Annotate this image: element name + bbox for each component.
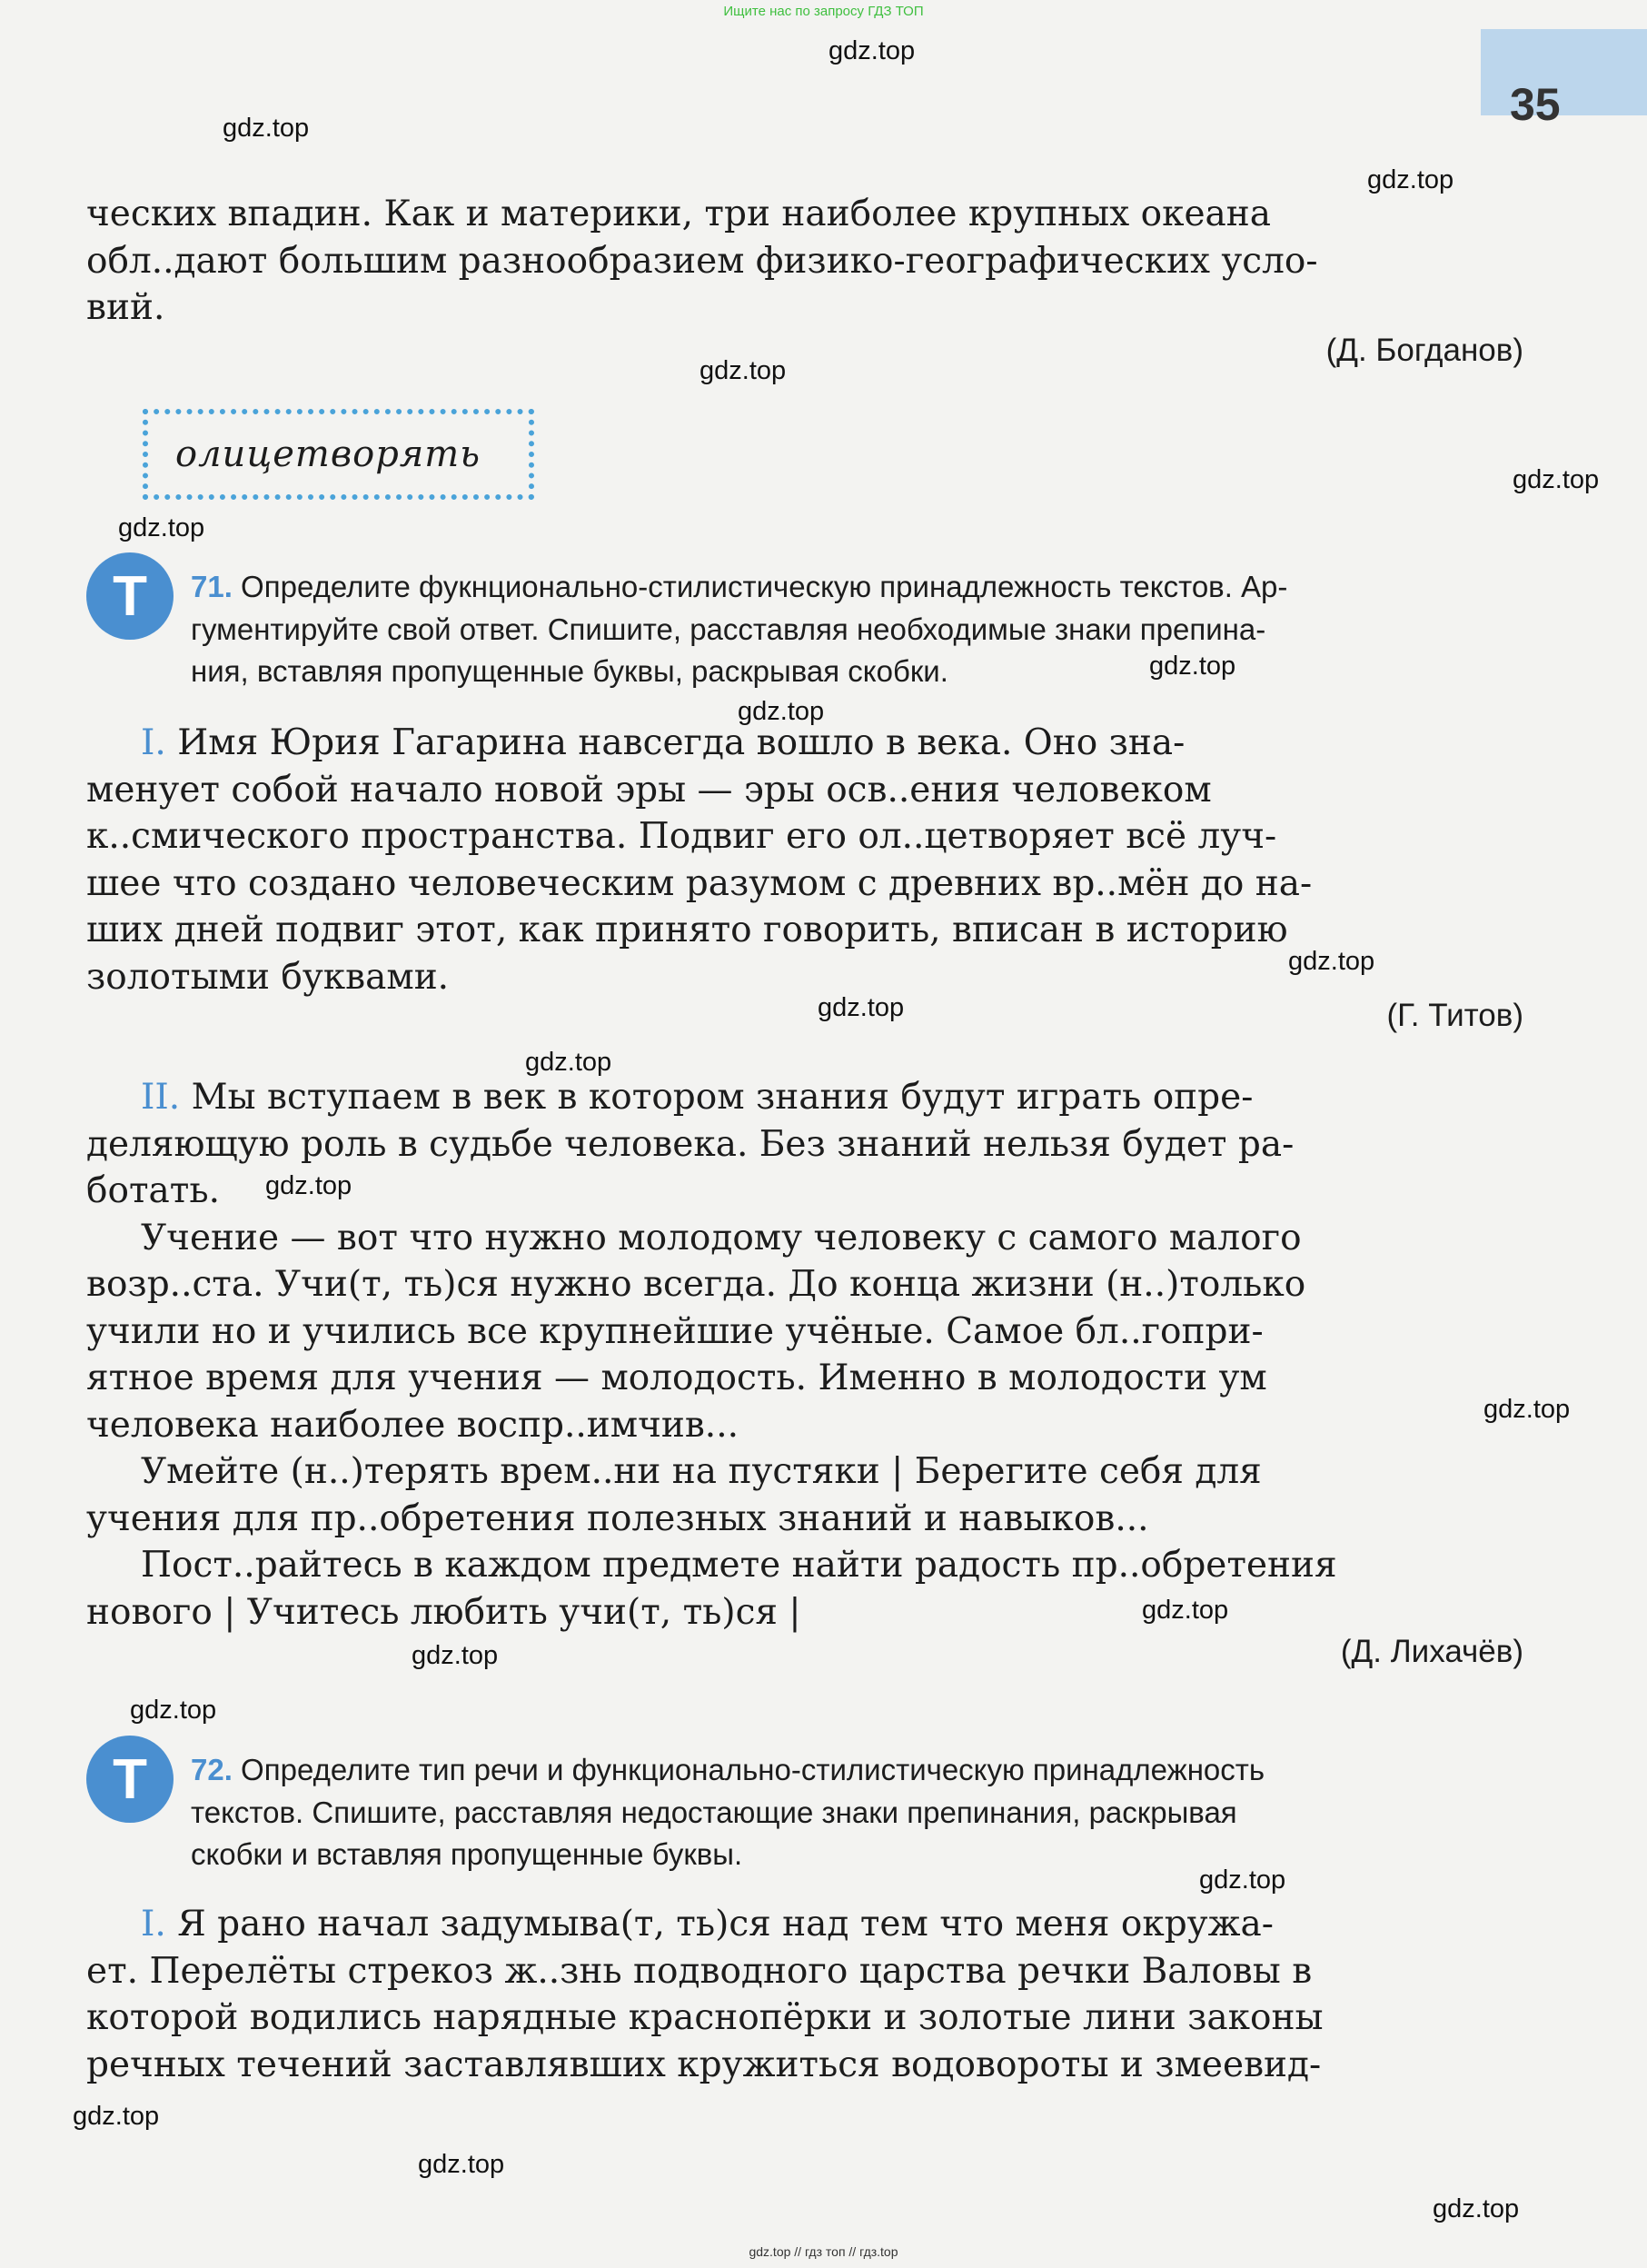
task-line: текстов. Спишите, расставляя недостающие знаки препинания, раскрывая bbox=[191, 1795, 1237, 1829]
watermark: gdz.top bbox=[699, 356, 787, 385]
watermark: gdz.top bbox=[412, 1641, 499, 1670]
text-line: которой водились нарядные краснопёрки и золотые лини законы bbox=[86, 1997, 1324, 2038]
text-line: менует собой начало новой эры — эры осв..ения человеком bbox=[86, 769, 1212, 811]
author-likhachev: (Д. Лихачёв) bbox=[1340, 1634, 1523, 1669]
text-line: деляющую роль в судьбе человека. Без знаний нельзя будет ра- bbox=[86, 1123, 1295, 1165]
task-72-instruction bbox=[191, 1749, 1524, 1876]
watermark: gdz.top bbox=[265, 1171, 352, 1200]
text-line: вий. bbox=[86, 287, 165, 328]
intro-text bbox=[86, 191, 1524, 332]
page-number: 35 bbox=[1510, 79, 1561, 130]
task-line: ния, вставляя пропущенные буквы, раскрывая скобки. bbox=[191, 654, 948, 688]
watermark: gdz.top bbox=[818, 993, 905, 1022]
text-line: речных течений заставлявших кружиться водовороты и змеевид- bbox=[86, 2044, 1322, 2085]
watermark: gdz.top bbox=[418, 2150, 505, 2179]
watermark: gdz.top bbox=[1433, 2194, 1520, 2223]
watermark: gdz.top bbox=[1367, 165, 1454, 194]
task-72-badge: Т bbox=[86, 1736, 174, 1823]
task-line: 71. Определите фукнционально-стилистическую принадлежность текстов. Ар- bbox=[191, 570, 1288, 603]
roman-numeral: I. bbox=[141, 1904, 166, 1945]
text-line: Пост..райтесь в каждом предмете найти радость пр..обретения bbox=[141, 1545, 1337, 1586]
text-line: учения для пр..обретения полезных знаний и навыков... bbox=[86, 1497, 1149, 1539]
watermark: gdz.top bbox=[1513, 465, 1600, 494]
text-line: ших дней подвиг этот, как принято говорить, вписан в историю bbox=[86, 910, 1288, 950]
task-line: гументируйте свой ответ. Спишите, расставляя необходимые знаки препина- bbox=[191, 612, 1266, 646]
top-banner: Ищите нас по запросу ГДЗ ТОП bbox=[723, 4, 924, 19]
watermark: gdz.top bbox=[73, 2102, 160, 2131]
author-titov: (Г. Титов) bbox=[1386, 998, 1523, 1033]
watermark: gdz.top bbox=[130, 1696, 217, 1725]
text-line: возр..ста. Учи(т, ть)ся нужно всегда. До конца жизни (н..)только bbox=[86, 1264, 1306, 1305]
text-line: Учение — вот что нужно молодому человеку с самого малого bbox=[141, 1217, 1302, 1258]
text-line: к..смического пространства. Подвиг его ол..цетворяет всё луч- bbox=[86, 816, 1277, 857]
task-72-number: 72. bbox=[191, 1753, 233, 1786]
watermark: gdz.top bbox=[828, 36, 916, 65]
text-line: золотыми буквами. bbox=[86, 956, 450, 998]
corner-tab bbox=[1481, 29, 1647, 115]
text-line: I. Имя Юрия Гагарина навсегда вошло в века. Оно зна- bbox=[141, 722, 1186, 763]
vocabulary-box bbox=[143, 409, 534, 500]
text-line: II. Мы вступаем в век в котором знания будут играть опре- bbox=[141, 1077, 1254, 1118]
roman-numeral: I. bbox=[141, 722, 166, 763]
text-line: ятное время для учения — молодость. Именно в молодости ум bbox=[86, 1358, 1267, 1398]
watermark: gdz.top bbox=[1199, 1865, 1286, 1895]
text-line: нового | Учитесь любить учи(т, ть)ся | bbox=[86, 1591, 801, 1633]
text-line: учили но и учились все крупнейшие учёные. Самое бл..гопри- bbox=[86, 1310, 1264, 1352]
text-line: шее что создано человеческим разумом с древних вр..мён до на- bbox=[86, 862, 1313, 904]
watermark: gdz.top bbox=[223, 114, 310, 143]
text-line: человека наиболее воспр..имчив... bbox=[86, 1404, 739, 1446]
text-1-gagarin bbox=[86, 720, 1524, 1000]
task-71-instruction bbox=[191, 566, 1524, 693]
watermark: gdz.top bbox=[1149, 652, 1236, 681]
task-71-number: 71. bbox=[191, 570, 233, 603]
text-line: Умейте (н..)терять врем..ни на пустяки | Берегите себя для bbox=[141, 1451, 1262, 1492]
text-line: I. Я рано начал задумыва(т, ть)ся над тем что меня окружа- bbox=[141, 1904, 1274, 1945]
roman-numeral: II. bbox=[141, 1077, 181, 1118]
text-line: обл..дают большим разнообразием физико-географических усло- bbox=[86, 240, 1318, 282]
text-line: ет. Перелёты стрекоз ж..знь подводного царства речки Валовы в bbox=[86, 1950, 1313, 1992]
bottom-banner: gdz.top // гдз топ // гдз.top bbox=[749, 2244, 898, 2259]
task-line: скобки и вставляя пропущенные буквы. bbox=[191, 1837, 743, 1871]
text-3-dragonflies bbox=[86, 1901, 1524, 2088]
watermark: gdz.top bbox=[1483, 1395, 1571, 1424]
text-2-likhachev bbox=[86, 1074, 1524, 1636]
watermark: gdz.top bbox=[1142, 1596, 1229, 1625]
task-line: 72. Определите тип речи и функционально-стилистическую принадлежность bbox=[191, 1753, 1265, 1786]
watermark: gdz.top bbox=[525, 1048, 612, 1077]
text-line: ческих впадин. Как и материки, три наиболее крупных океана bbox=[86, 194, 1272, 234]
watermark: gdz.top bbox=[1288, 947, 1375, 976]
task-71-badge: Т bbox=[86, 552, 174, 640]
vocabulary-word: олицетворять bbox=[175, 433, 481, 475]
author-bogdanov: (Д. Богданов) bbox=[1325, 333, 1523, 368]
text-line: ботать. bbox=[86, 1170, 220, 1211]
watermark: gdz.top bbox=[738, 697, 825, 726]
watermark: gdz.top bbox=[118, 513, 205, 542]
